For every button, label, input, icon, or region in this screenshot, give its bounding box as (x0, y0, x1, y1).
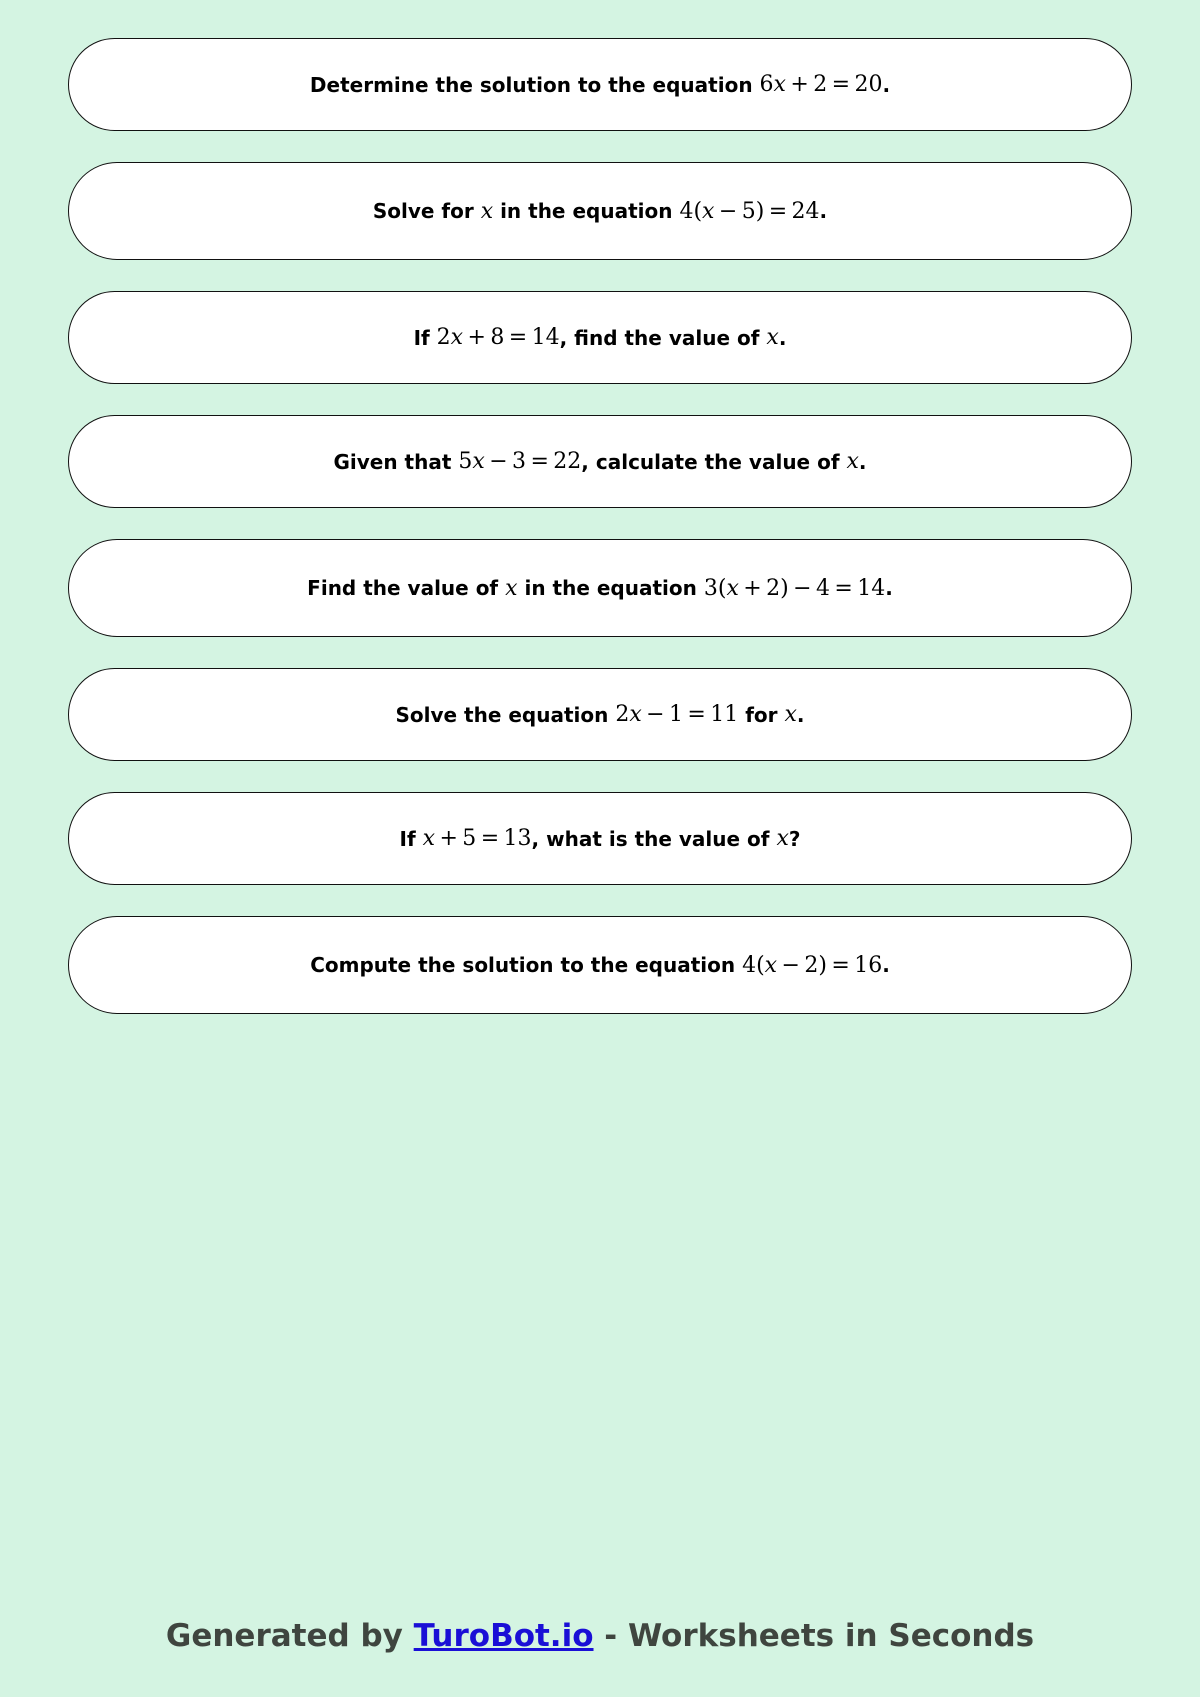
math-expression: 4(x − 2) = 16 (742, 952, 883, 978)
question-text: . (885, 576, 893, 600)
question-text: If (413, 325, 437, 350)
math-expression: 6x + 2 = 20 (759, 72, 883, 97)
math-expression: 2x + 8 = 14 (436, 325, 560, 350)
question-text: . (778, 325, 787, 350)
math-expression: x (766, 325, 779, 350)
question-card (68, 415, 1132, 508)
turobot-link[interactable]: TuroBot.io (413, 1618, 594, 1654)
math-expression: x (480, 198, 494, 224)
question-card (68, 162, 1132, 260)
question-text: Solve the equation (395, 702, 616, 727)
question-card (68, 916, 1132, 1014)
question-text: ? (788, 826, 801, 851)
footer-suffix: - Worksheets in Seconds (593, 1618, 1035, 1654)
question-text: Solve for (372, 199, 481, 223)
math-expression: 3(x + 2) − 4 = 14 (703, 575, 886, 601)
question-text: Given that (333, 449, 459, 474)
math-expression: x (784, 702, 797, 727)
math-expression: x (505, 575, 518, 601)
question-text: If (399, 826, 423, 851)
question-text: Compute the solution to the equation (310, 953, 743, 977)
question-text: , what is the value of (531, 826, 777, 851)
question-text: Determine the solution to the equation (309, 72, 760, 97)
question-text: in the equation (493, 199, 680, 223)
math-expression: x (846, 449, 859, 474)
question-card (68, 792, 1132, 885)
question-text: in the equation (517, 576, 704, 600)
question-text: for (738, 702, 785, 727)
math-expression: x (776, 826, 789, 851)
question-text: Find the value of (307, 576, 506, 600)
math-expression: 2x − 1 = 11 (615, 702, 739, 727)
question-text: , calculate the value of (581, 449, 847, 474)
question-text: . (796, 702, 805, 727)
question-text: . (882, 72, 891, 97)
question-text: . (882, 953, 890, 977)
question-card (68, 668, 1132, 761)
math-expression: x + 5 = 13 (422, 826, 532, 851)
question-card (68, 38, 1132, 131)
question-text: , find the value of (559, 325, 767, 350)
footer-prefix: Generated by (165, 1618, 414, 1654)
question-card (68, 291, 1132, 384)
question-list (68, 38, 1132, 1045)
math-expression: 5x − 3 = 22 (458, 449, 582, 474)
footer (0, 1618, 1200, 1654)
question-card (68, 539, 1132, 637)
question-text: . (819, 199, 828, 223)
math-expression: 4(x − 5) = 24 (679, 198, 820, 224)
question-text: . (858, 449, 867, 474)
